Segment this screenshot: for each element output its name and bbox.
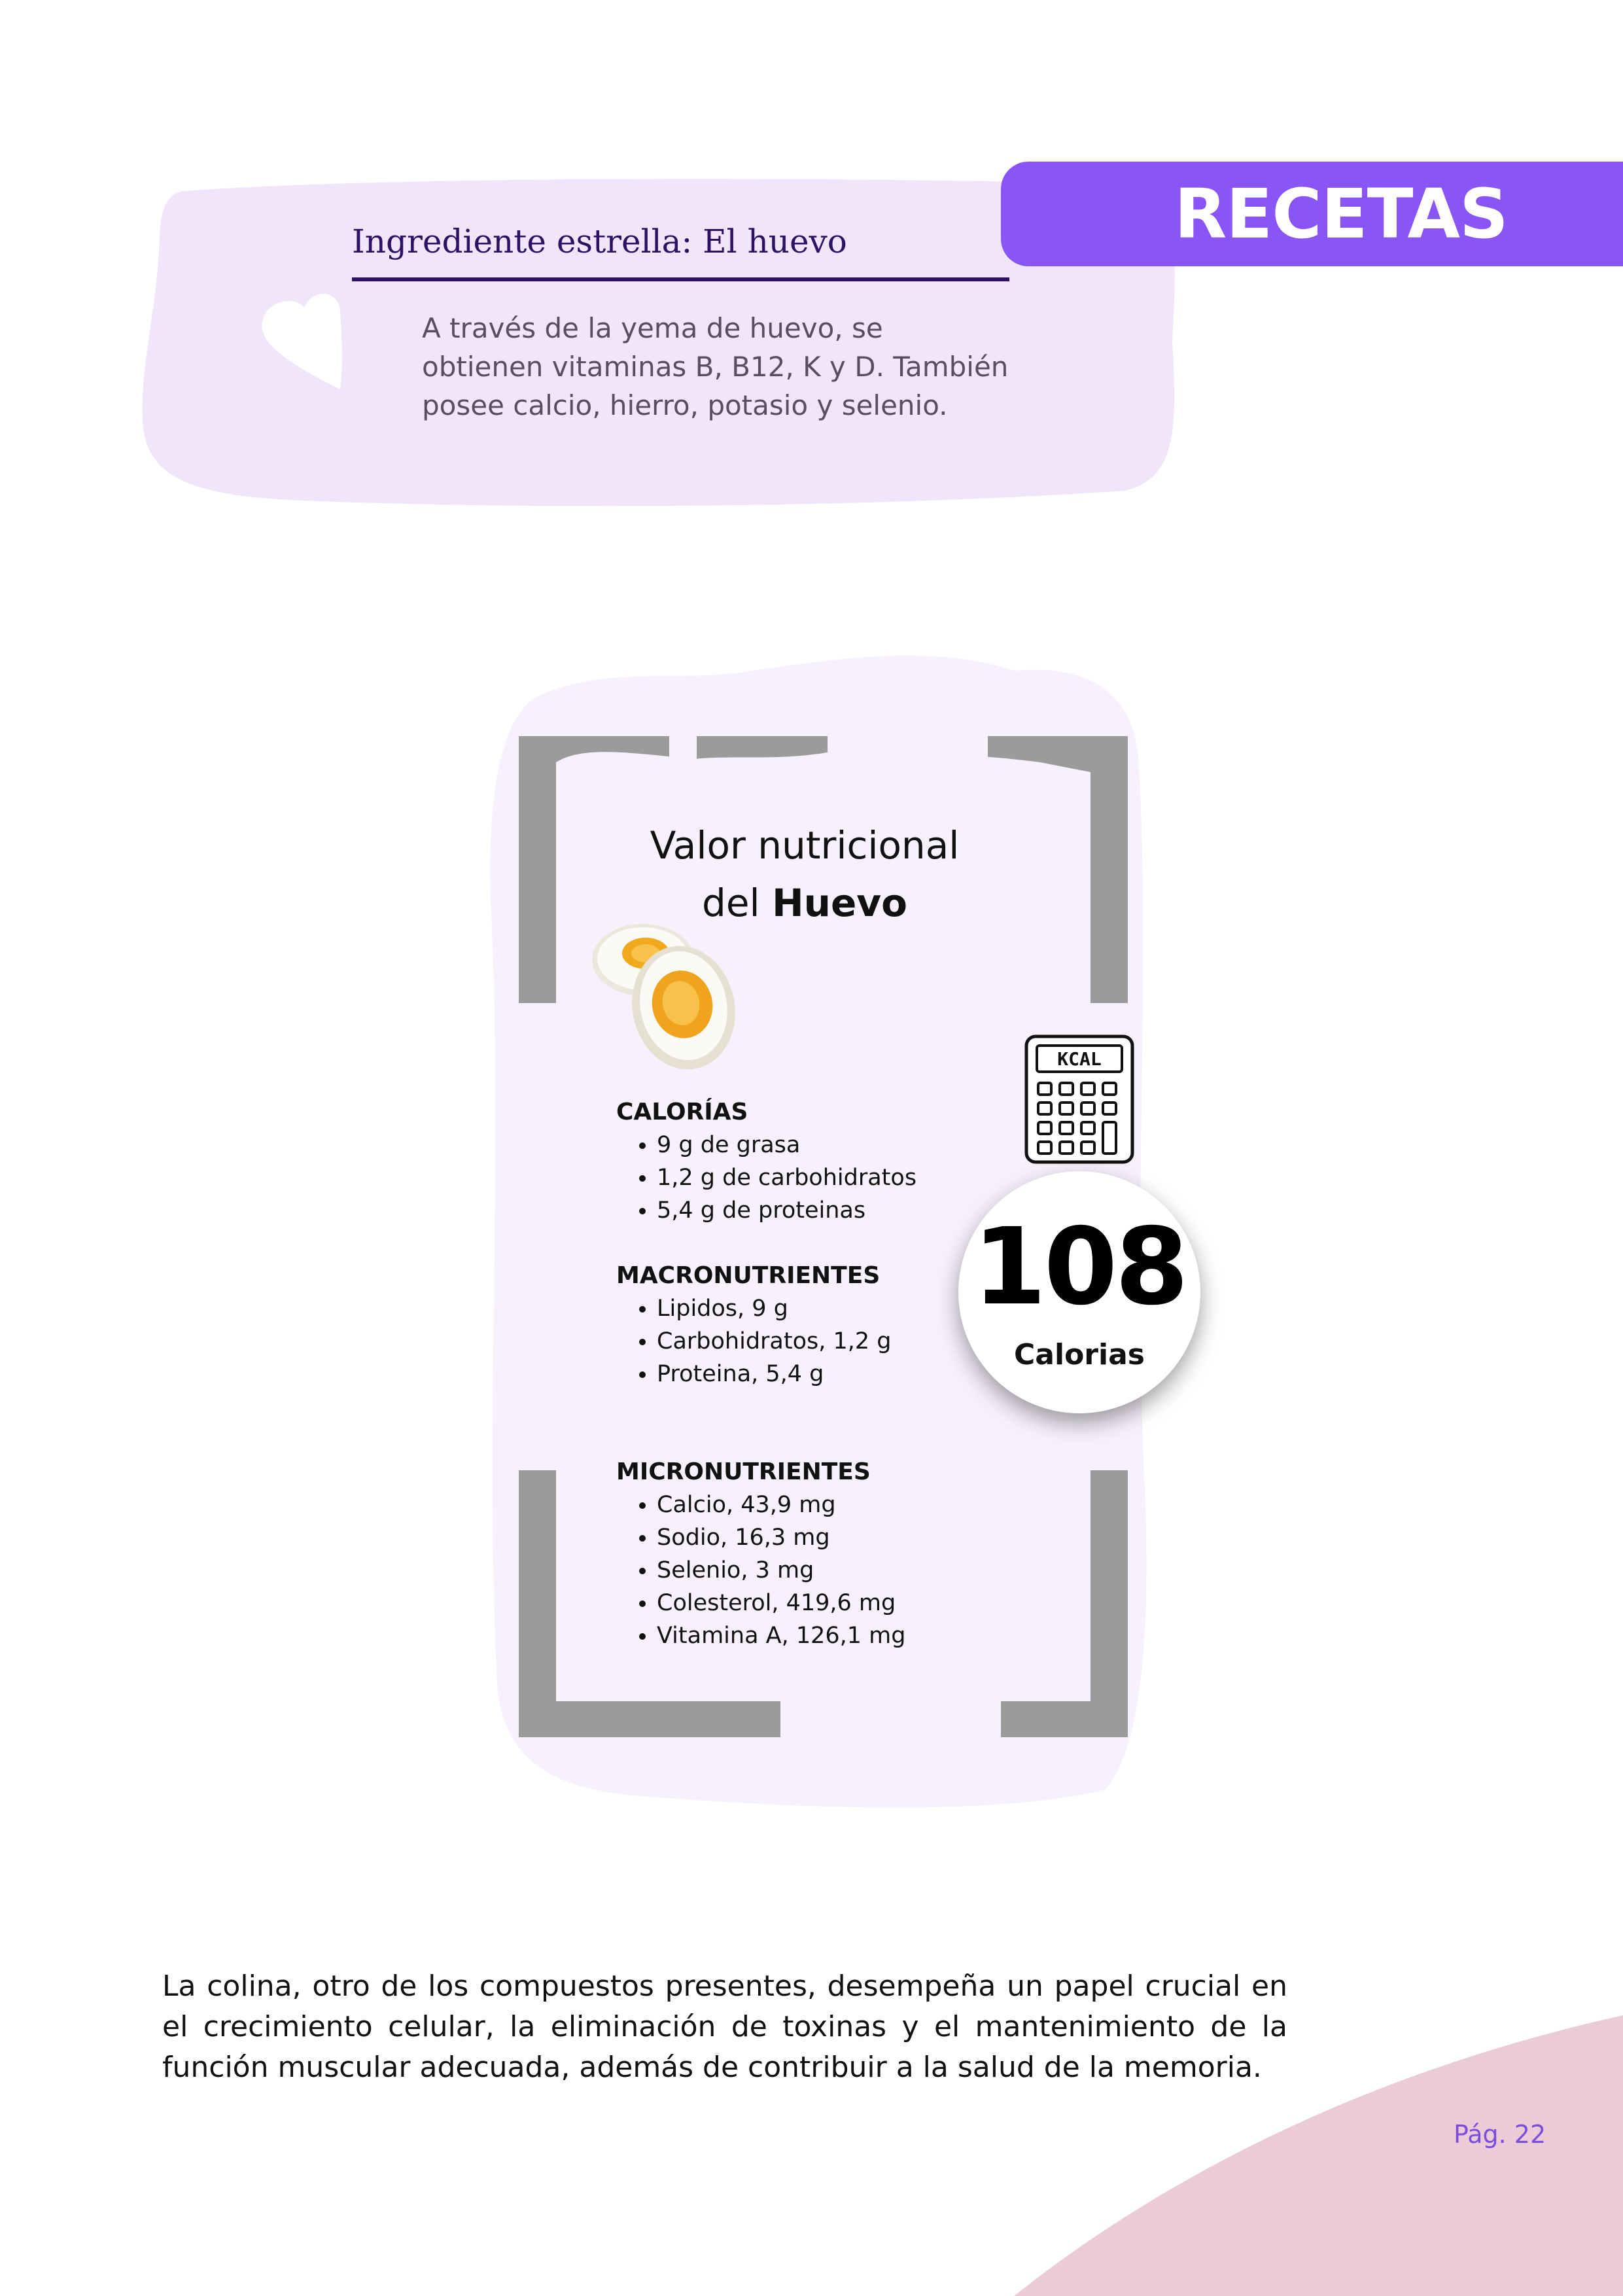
micronutrientes-list (616, 1489, 983, 1652)
calculator-label: KCAL (1057, 1048, 1102, 1070)
list-item: • 5,4 g de proteinas (657, 1194, 983, 1227)
heading-underline (352, 277, 1009, 281)
calorias-list (616, 1129, 983, 1227)
list-item: • Lipidos, 9 g (657, 1292, 983, 1325)
list-item: • Carbohidratos, 1,2 g (657, 1325, 983, 1358)
calorie-value: 108 (972, 1206, 1187, 1329)
micronutrientes-section (616, 1456, 983, 1652)
calculator-icon (1024, 1034, 1135, 1165)
section-heading: CALORÍAS (616, 1099, 748, 1125)
boiled-egg-illustration (585, 913, 742, 1070)
nutrition-title-line1: Valor nutricional (650, 823, 960, 868)
ingredient-description: A través de la yema de huevo, se obtienen vitaminas B, B12, K y D. También posee calcio, hierro, potasio y selenio. (422, 312, 1009, 421)
macronutrientes-list (616, 1292, 983, 1390)
ingredient-heading: Ingrediente estrella: El huevo (352, 222, 847, 260)
list-item: • 1,2 g de carbohidratos (657, 1161, 983, 1194)
list-item: • Sodio, 16,3 mg (657, 1521, 983, 1554)
calorias-section (616, 1096, 983, 1227)
page-number: Pág. 22 (1454, 2120, 1546, 2149)
list-item: • Calcio, 43,9 mg (657, 1489, 983, 1521)
title-bold-word: Huevo (772, 881, 907, 925)
section-heading: MACRONUTRIENTES (616, 1262, 881, 1289)
list-item: • Vitamina A, 126,1 mg (657, 1619, 983, 1652)
section-title: RECETAS (1174, 174, 1508, 254)
heart-icon (249, 288, 347, 393)
list-item: • Proteina, 5,4 g (657, 1358, 983, 1390)
list-item: • Selenio, 3 mg (657, 1554, 983, 1587)
section-heading: MICRONUTRIENTES (616, 1458, 871, 1485)
calorie-unit: Calorias (1014, 1338, 1145, 1371)
macronutrientes-section (616, 1260, 983, 1390)
list-item: • Colesterol, 419,6 mg (657, 1587, 983, 1619)
title-prefix: del (702, 881, 773, 925)
body-paragraph: La colina, otro de los compuestos presentes, desempeña un papel crucial en el crecimiento celular, la eliminación de toxinas y el mantenimiento de la función muscular adecuada, además de contribuir a la salud de la memoria. (162, 1969, 1287, 2084)
list-item: • 9 g de grasa (657, 1129, 983, 1161)
